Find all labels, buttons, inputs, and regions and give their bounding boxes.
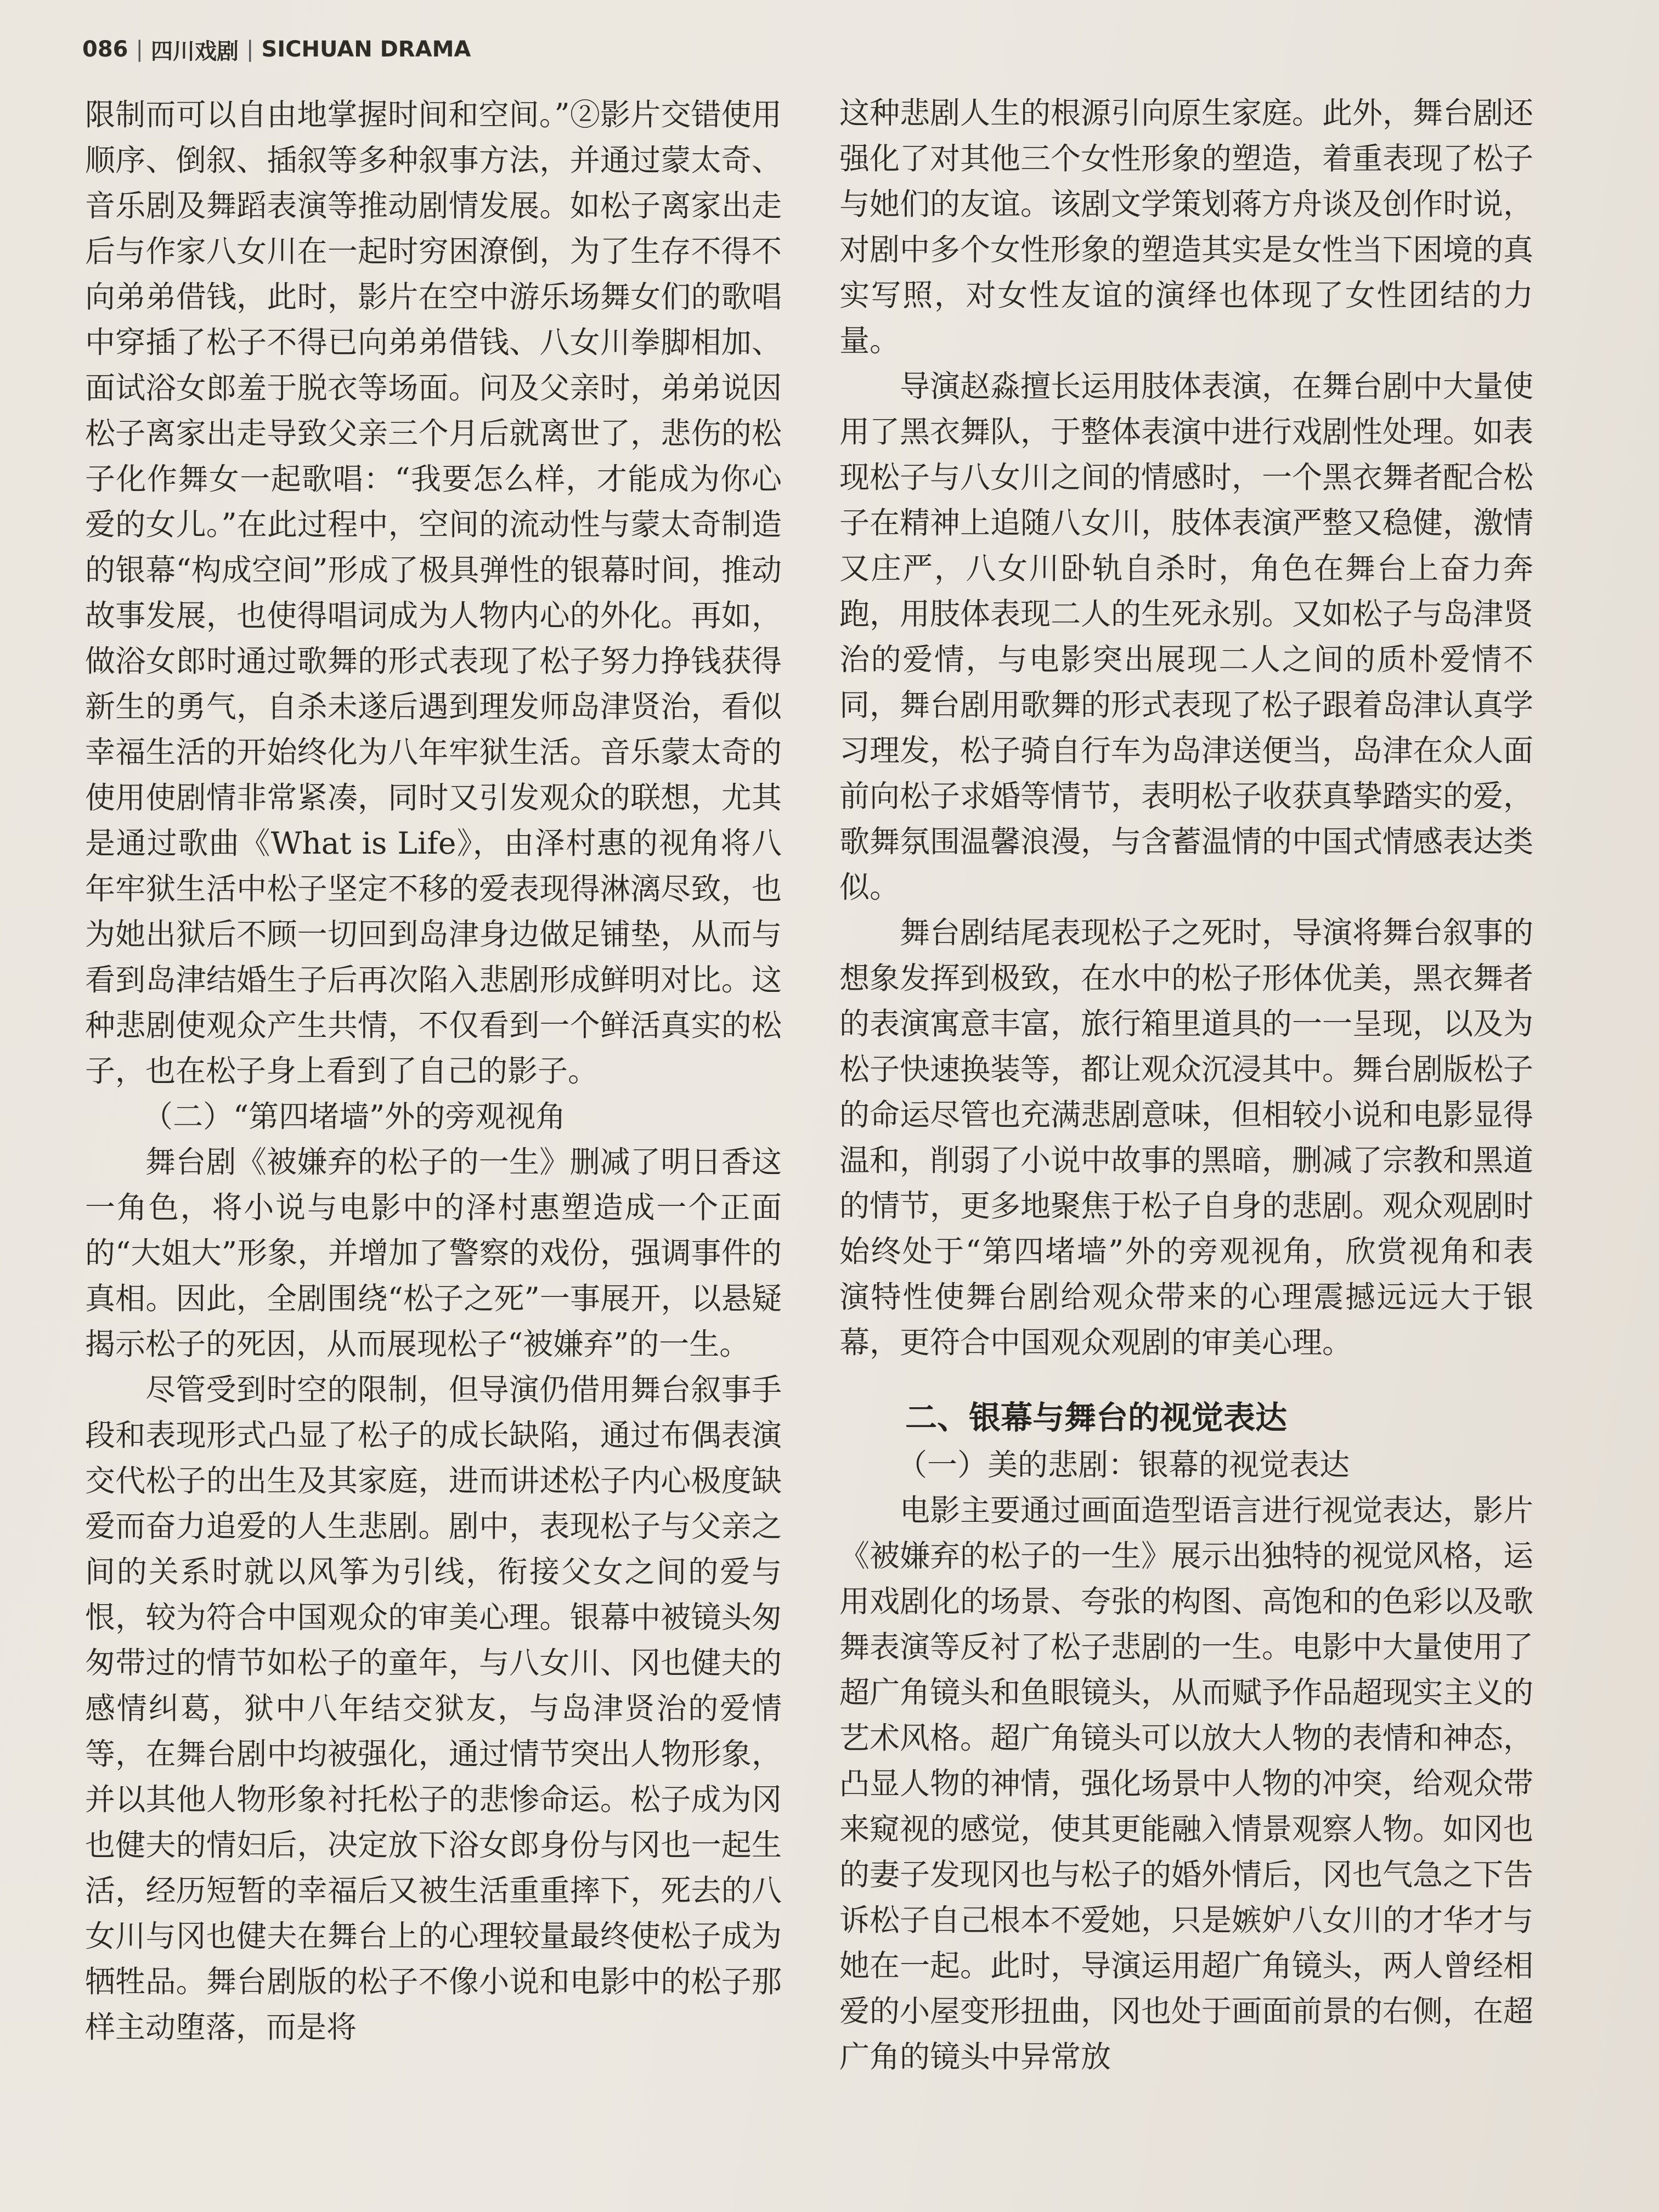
paragraph: 导演赵淼擅长运用肢体表演，在舞台剧中大量使用了黑衣舞队，于整体表演中进行戏剧性处理。如表现松子与八女川之间的情感时，一个黑衣舞者配合松子在精神上追随八女川，肢体表演严整又稳健，激情又庄严，八女川卧轨自杀时，角色在舞台上奋力奔跑，用肢体表现二人的生死永别。又如松子与岛津贤治的爱情，与电影突出展现二人之间的质朴爱情不同，舞台剧用歌舞的形式表现了松子跟着岛津认真学习理发，松子骑自行车为岛津送便当，岛津在众人面前向松子求婚等情节，表明松子收获真挚踏实的爱，歌舞氛围温馨浪漫，与含蓄温情的中国式情感表达类似。: [839, 369, 1534, 905]
paragraph: 舞台剧《被嫌弃的松子的一生》删减了明日香这一角色，将小说与电影中的泽村惠塑造成一个正面的“大姐大”形象，并增加了警察的戏份，强调事件的真相。因此，全剧围绕“松子之死”一事展开，以悬疑揭示松子的死因，从而展现松子“被嫌弃”的一生。: [85, 1144, 782, 1362]
paragraph: 尽管受到时空的限制，但导演仍借用舞台叙事手段和表现形式凸显了松子的成长缺陷，通过布偶表演交代松子的出生及其家庭，进而讲述松子内心极度缺爱而奋力追爱的人生悲剧。剧中，表现松子与父亲之间的关系时就以风筝为引线，衔接父女之间的爱与恨，较为符合中国观众的审美心理。银幕中被镜头匆匆带过的情节如松子的童年，与八女川、冈也健夫的感情纠葛，狱中八年结交狱友，与岛津贤治的爱情等，在舞台剧中均被强化，通过情节突出人物形象，并以其他人物形象衬托松子的悲惨命运。松子成为冈也健夫的情妇后，决定放下浴女郎身份与冈也一起生活，经历短暂的幸福后又被生活重重摔下，死去的八女川与冈也健夫在舞台上的心理较量最终使松子成为牺牲品。舞台剧版的松子不像小说和电影中的松子那样主动堕落，而是将: [85, 1372, 782, 2045]
left-column: [85, 92, 782, 2050]
journal-name-en: SICHUAN DRAMA: [261, 37, 471, 62]
header-separator: |: [246, 37, 254, 62]
paragraph: 舞台剧结尾表现松子之死时，导演将舞台叙事的想象发挥到极致，在水中的松子形体优美，黑衣舞者的表演寓意丰富，旅行箱里道具的一一呈现，以及为松子快速换装等，都让观众沉浸其中。舞台剧版松子的命运尽管也充满悲剧意味，但相较小说和电影显得温和，削弱了小说中故事的黑暗，删减了宗教和黑道的情节，更多地聚焦于松子自身的悲剧。观众观剧时始终处于“第四堵墙”外的旁观视角，欣赏视角和表演特性使舞台剧给观众带来的心理震撼远远大于银幕，更符合中国观众观剧的审美心理。: [839, 915, 1534, 1360]
paragraph: 这种悲剧人生的根源引向原生家庭。此外，舞台剧还强化了对其他三个女性形象的塑造，着重表现了松子与她们的友谊。该剧文学策划蒋方舟谈及创作时说，对剧中多个女性形象的塑造其实是女性当下困境的真实写照，对女性友谊的演绎也体现了女性团结的力量。: [839, 95, 1534, 358]
running-header: [82, 33, 471, 66]
subheading: （一）美的悲剧：银幕的视觉表达: [897, 1447, 1350, 1482]
header-separator: |: [136, 37, 143, 62]
journal-name-cn: 四川戏剧: [150, 38, 239, 64]
paragraph: 电影主要通过画面造型语言进行视觉表达，影片《被嫌弃的松子的一生》展示出独特的视觉风格，运用戏剧化的场景、夸张的构图、高饱和的色彩以及歌舞表演等反衬了松子悲剧的一生。电影中大量使用了超广角镜头和鱼眼镜头，从而赋予作品超现实主义的艺术风格。超广角镜头可以放大人物的表情和神态，凸显人物的神情，强化场景中人物的冲突，给观众带来窥视的感觉，使其更能融入情景观察人物。如冈也的妻子发现冈也与松子的婚外情后，冈也气急之下告诉松子自己根本不爱她，只是嫉妒八女川的才华才与她在一起。此时，导演运用超广角镜头，两人曾经相爱的小屋变形扭曲，冈也处于画面前景的右侧，在超广角的镜头中异常放: [839, 1493, 1534, 2074]
subheading: （二）“第四堵墙”外的旁观视角: [143, 1099, 566, 1134]
page-number: 086: [82, 37, 128, 62]
right-column: [839, 91, 1533, 2080]
section-heading: 二、银幕与舞台的视觉表达: [905, 1399, 1288, 1436]
paragraph: 限制而可以自由地掌握时间和空间。”②影片交错使用顺序、倒叙、插叙等多种叙事方法，并通过蒙太奇、音乐剧及舞蹈表演等推动剧情发展。如松子离家出走后与作家八女川在一起时穷困潦倒，为了生存不得不向弟弟借钱，此时，影片在空中游乐场舞女们的歌唱中穿插了松子不得已向弟弟借钱、八女川拳脚相加、面试浴女郎羞于脱衣等场面。问及父亲时，弟弟说因松子离家出走导致父亲三个月后就离世了，悲伤的松子化作舞女一起歌唱：“我要怎么样，才能成为你心爱的女儿。”在此过程中，空间的流动性与蒙太奇制造的银幕“构成空间”形成了极具弹性的银幕时间，推动故事发展，也使得唱词成为人物内心的外化。再如，做浴女郎时通过歌舞的形式表现了松子努力挣钱获得新生的勇气，自杀未遂后遇到理发师岛津贤治，看似幸福生活的开始终化为八年牢狱生活。音乐蒙太奇的使用使剧情非常紧凑，同时又引发观众的联想，尤其是通过歌曲《What is Life》，由泽村惠的视角将八年牢狱生活中松子坚定不移的爱表现得淋漓尽致，也为她出狱后不顾一切回到岛津身边做足铺垫，从而与看到岛津结婚生子后再次陷入悲剧形成鲜明对比。这种悲剧使观众产生共情，不仅看到一个鲜活真实的松子，也在松子身上看到了自己的影子。: [85, 97, 782, 1088]
